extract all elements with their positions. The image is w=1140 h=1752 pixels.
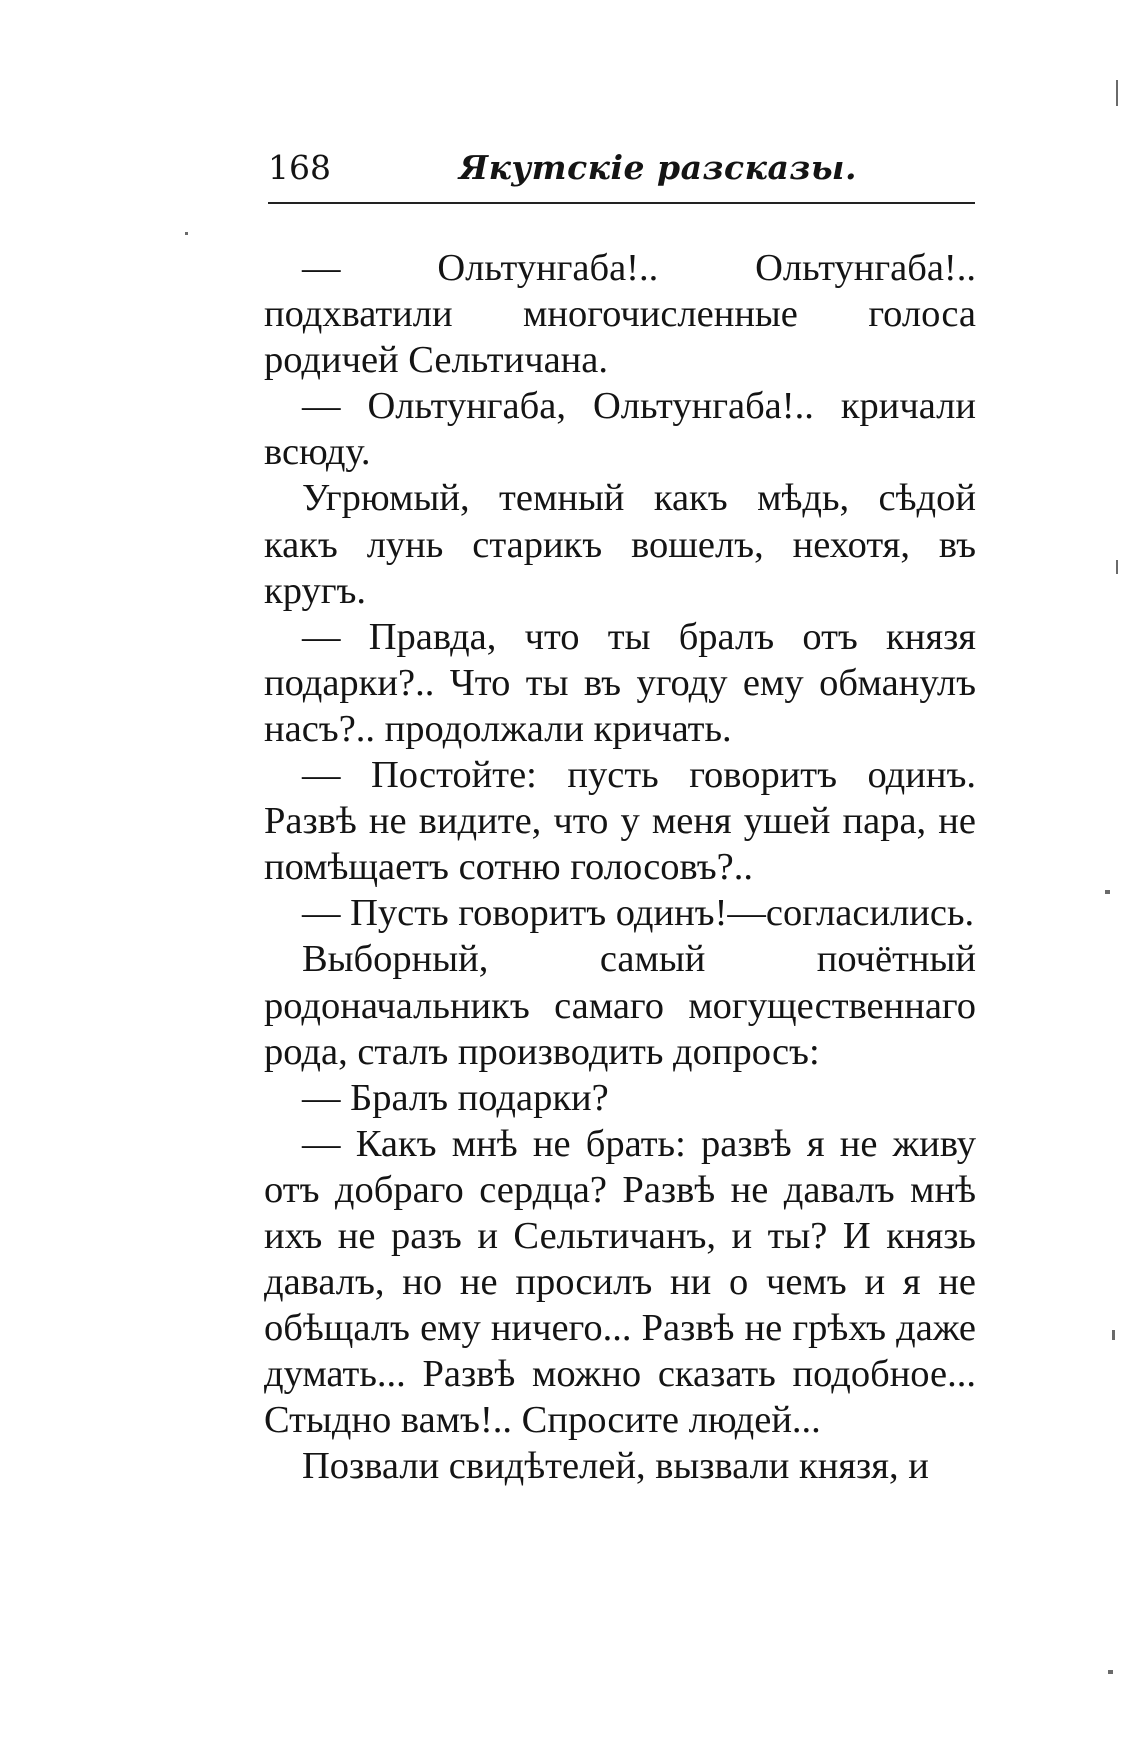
scan-mark (185, 232, 188, 235)
paragraph: — Пусть говоритъ одинъ!—согласились. (302, 892, 975, 935)
paragraph: — Ольтунгаба, Ольтунгаба!.. кричали всюду. (264, 385, 976, 474)
paragraph: Выборный, самый почётный родоначальникъ самаго могущественнаго рода, сталъ производить допросъ: (264, 938, 976, 1073)
header-rule (268, 202, 975, 204)
paragraph: — Ольтунгаба!.. Ольтунгаба!.. подхватили многочисленные голоса родичей Сельтичана. (264, 247, 976, 382)
paragraph: — Какъ мнѣ не брать: развѣ я не живу отъ добраго сердца? Развѣ не давалъ мнѣ ихъ не разъ и Сельтичанъ, и ты? И князь давалъ, но не просилъ ни о чемъ и я не обѣщалъ ему ничего... Развѣ не грѣхъ даже думать... Развѣ можно сказать подобное... Стыдно вамъ!.. Спросите людей... (264, 1122, 976, 1442)
paragraph: Угрюмый, темный какъ мѣдь, сѣдой какъ лунь старикъ вошелъ, нехотя, въ кругъ. (264, 477, 976, 612)
scan-mark (1105, 890, 1110, 894)
scan-mark (1108, 1670, 1113, 1674)
page-header (268, 148, 975, 204)
scan-mark (1116, 80, 1118, 106)
paragraph: Позвали свидѣтелей, вызвали князя, и (302, 1445, 929, 1488)
paragraph: — Бралъ подарки? (302, 1076, 609, 1119)
scan-mark (1116, 560, 1118, 574)
paragraph: — Правда, что ты бралъ отъ князя подарки?.. Что ты въ угоду ему обманулъ насъ?.. продолжали кричать. (264, 615, 976, 750)
scan-mark (1112, 1330, 1115, 1340)
paragraph: — Постойте: пусть говоритъ одинъ. Развѣ не видите, что у меня ушей пара, не помѣщаетъ сотню голосовъ?.. (264, 754, 976, 889)
body-text (264, 245, 976, 1490)
page-number: 168 (268, 148, 331, 187)
running-title: Якутскіе разсказы. (459, 148, 857, 187)
